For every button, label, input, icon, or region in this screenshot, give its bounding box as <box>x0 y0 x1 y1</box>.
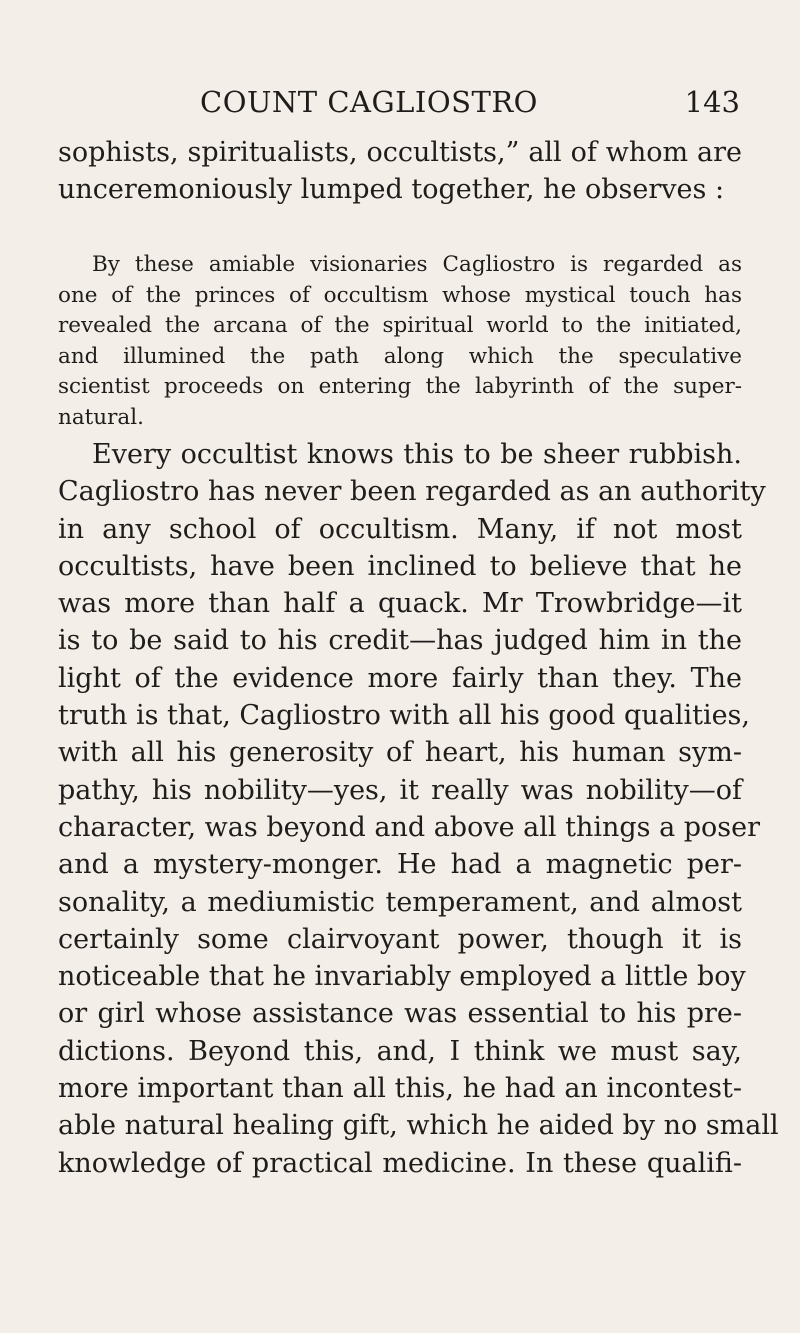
body-paragraph <box>58 436 779 1182</box>
text-line: light of the evidence more fairly than they. The <box>58 662 742 694</box>
text-line: noticeable that he invariably employed a little boy <box>58 961 746 993</box>
running-head <box>200 82 760 122</box>
text-line: was more than half a quack. Mr Trowbridge—it <box>58 588 742 620</box>
text-line: pathy, his nobility—yes, it really was nobility—of <box>58 774 742 806</box>
paragraph-continuation <box>58 134 742 208</box>
running-title: COUNT CAGLIOSTRO <box>200 85 538 119</box>
text-line: in any school of occultism. Many, if not most <box>58 513 742 545</box>
text-line: with all his generosity of heart, his human sym- <box>58 737 742 769</box>
text-line: revealed the arcana of the spiritual world to the initiated, <box>58 313 742 338</box>
text-line: sophists, spiritualists, occultists,” all of whom are <box>58 137 742 168</box>
text-line: certainly some clairvoyant power, though it is <box>58 923 742 955</box>
text-line: truth is that, Cagliostro with all his good qualities, <box>58 700 750 732</box>
text-line: and a mystery-monger. He had a magnetic per- <box>58 849 742 881</box>
text-line: Cagliostro has never been regarded as an authority <box>58 476 766 508</box>
text-line: scientist proceeds on entering the labyrinth of the super- <box>58 374 742 399</box>
text-line: dictions. Beyond this, and, I think we must say, <box>58 1035 742 1067</box>
page-number: 143 <box>684 85 740 119</box>
text-line: unceremoniously lumped together, he observes : <box>58 174 725 205</box>
text-line: natural. <box>58 404 144 430</box>
text-line: character, was beyond and above all things a poser <box>58 811 761 843</box>
text-line: occultists, have been inclined to believe that he <box>58 550 742 582</box>
text-line: more important than all this, he had an incontest- <box>58 1073 742 1105</box>
text-line: Every occultist knows this to be sheer rubbish. <box>92 439 742 470</box>
block-quotation <box>58 250 742 433</box>
text-line: By these amiable visionaries Cagliostro is regarded as <box>92 252 742 277</box>
text-line: knowledge of practical medicine. In these qualifi- <box>58 1147 742 1179</box>
text-line: able natural healing gift, which he aided by no small <box>58 1110 779 1142</box>
text-line: sonality, a mediumistic temperament, and almost <box>58 886 742 918</box>
text-line: is to be said to his credit—has judged him in the <box>58 625 742 657</box>
text-line: or girl whose assistance was essential to his pre- <box>58 998 742 1030</box>
text-line: and illumined the path along which the speculative <box>58 343 742 369</box>
text-line: one of the princes of occultism whose mystical touch has <box>58 282 742 308</box>
